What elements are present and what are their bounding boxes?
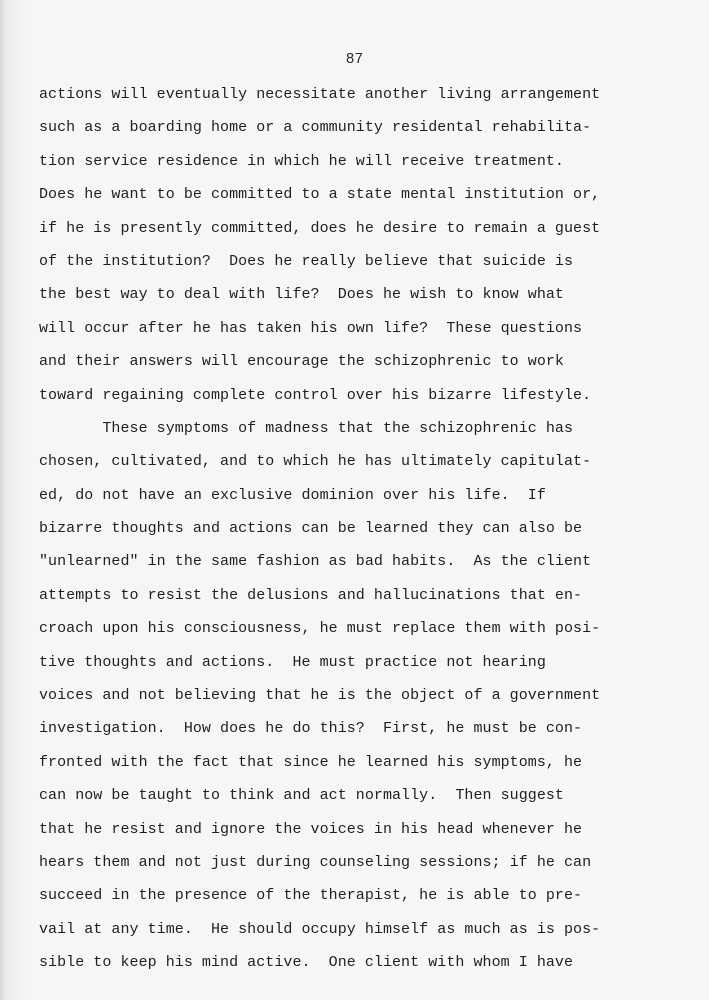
text-line: sible to keep his mind active. One client with whom I have bbox=[39, 954, 574, 972]
text-line: "unlearned" in the same fashion as bad habits. As the client bbox=[39, 553, 592, 571]
text-line: if he is presently committed, does he desire to remain a guest bbox=[39, 219, 601, 237]
text-line: that he resist and ignore the voices in his head whenever he bbox=[39, 820, 583, 838]
text-line: hears them and not just during counseling sessions; if he can bbox=[39, 853, 592, 871]
text-line: voices and not believing that he is the object of a government bbox=[39, 687, 601, 705]
text-line: ed, do not have an exclusive dominion over his life. If bbox=[39, 486, 546, 504]
text-line: chosen, cultivated, and to which he has ultimately capitulat- bbox=[39, 453, 592, 471]
text-line: attempts to resist the delusions and hallucinations that en- bbox=[39, 586, 583, 604]
text-line: vail at any time. He should occupy himself as much as is pos- bbox=[39, 920, 601, 938]
text-line: tive thoughts and actions. He must practice not hearing bbox=[39, 653, 546, 671]
body-text bbox=[39, 78, 679, 980]
text-line: and their answers will encourage the schizophrenic to work bbox=[39, 353, 564, 371]
text-line: bizarre thoughts and actions can be learned they can also be bbox=[39, 520, 583, 538]
text-line: succeed in the presence of the therapist, he is able to pre- bbox=[39, 887, 583, 905]
text-line: These symptoms of madness that the schizophrenic has bbox=[39, 419, 574, 437]
text-line: can now be taught to think and act normally. Then suggest bbox=[39, 787, 564, 805]
text-line: investigation. How does he do this? First, he must be con- bbox=[39, 720, 583, 738]
text-line: toward regaining complete control over his bizarre lifestyle. bbox=[39, 386, 592, 404]
text-line: tion service residence in which he will receive treatment. bbox=[39, 152, 564, 170]
text-line: actions will eventually necessitate another living arrangement bbox=[39, 86, 601, 103]
text-line: croach upon his consciousness, he must replace them with posi- bbox=[39, 620, 601, 638]
text-line: will occur after he has taken his own life? These questions bbox=[39, 319, 583, 337]
page-number: 87 bbox=[345, 52, 364, 68]
text-line: of the institution? Does he really believe that suicide is bbox=[39, 252, 574, 270]
text-line: such as a boarding home or a community residental rehabilita- bbox=[39, 119, 592, 137]
text-line: Does he want to be committed to a state mental institution or, bbox=[39, 186, 601, 204]
text-line: fronted with the fact that since he learned his symptoms, he bbox=[39, 753, 583, 771]
text-line: the best way to deal with life? Does he wish to know what bbox=[39, 286, 564, 304]
